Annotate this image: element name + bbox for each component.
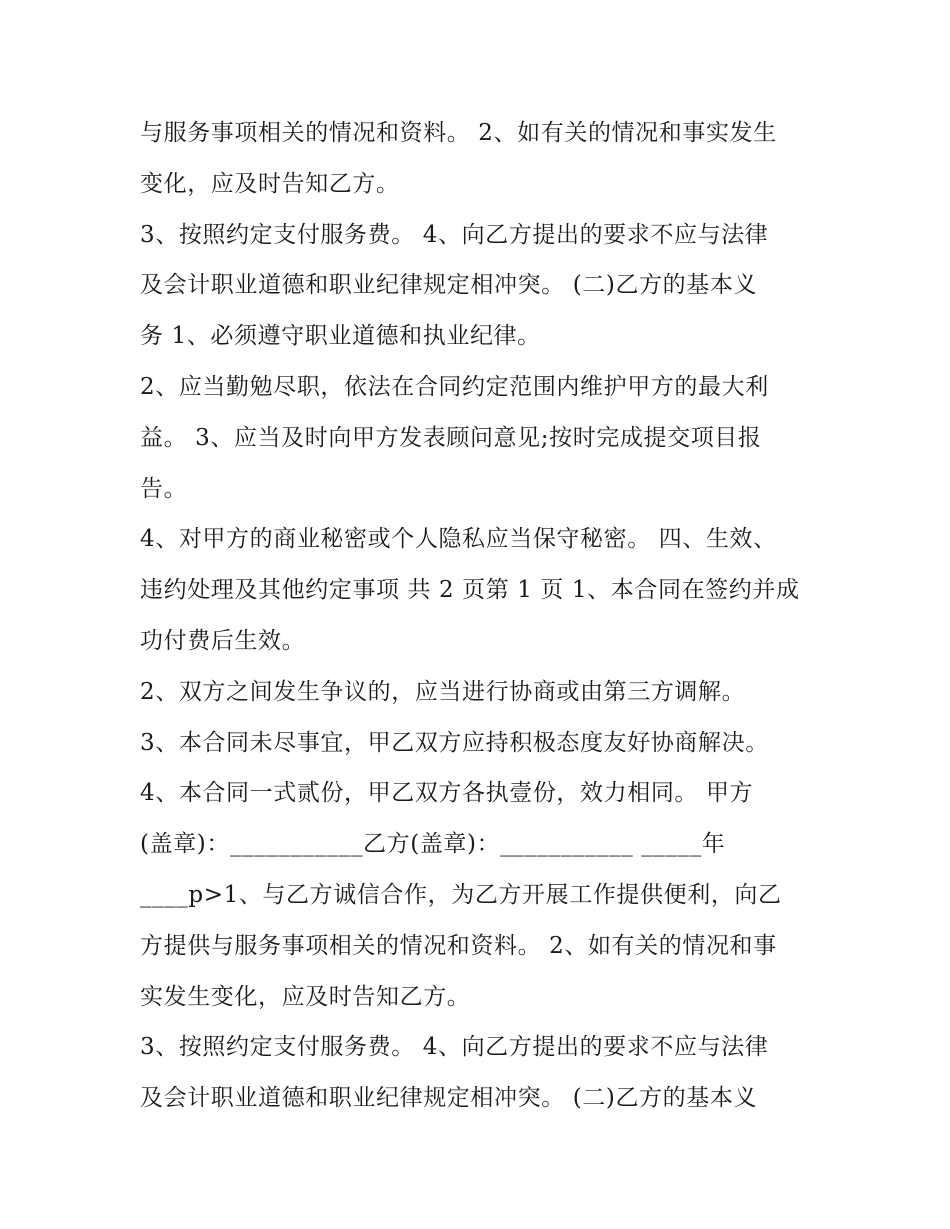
text-line: 2、双方之间发生争议的，应当进行协商或由第三方调解。	[140, 678, 746, 705]
text-line: 务 1、必须遵守职业道德和执业纪律。	[140, 323, 541, 350]
text-line: 益。 3、应当及时向甲方发表顾问意见;按时完成提交项目报	[140, 424, 762, 451]
text-line: 变化，应及时告知乙方。	[140, 170, 400, 197]
text-line: 3、按照约定支付服务费。 4、向乙方提出的要求不应与法律	[140, 221, 769, 248]
document-body	[140, 108, 820, 1124]
text-line: (盖章)：___________乙方(盖章)：___________ _____年	[140, 831, 726, 858]
text-line: 方提供与服务事项相关的情况和资料。 2、如有关的情况和事	[140, 932, 777, 959]
text-line: 实发生变化，应及时告知乙方。	[140, 983, 471, 1010]
text-line: ____p>1、与乙方诚信合作，为乙方开展工作提供便利，向乙	[140, 881, 782, 908]
text-line: 3、本合同未尽事宜，甲乙双方应持积极态度友好协商解决。	[140, 729, 769, 756]
text-line: 3、按照约定支付服务费。 4、向乙方提出的要求不应与法律	[140, 1034, 769, 1061]
text-line: 及会计职业道德和职业纪律规定相冲突。 (二)乙方的基本义	[140, 1085, 758, 1112]
text-line: 4、本合同一式贰份，甲乙双方各执壹份，效力相同。 甲方	[140, 780, 754, 807]
text-line: 2、应当勤勉尽职，依法在合同约定范围内维护甲方的最大利	[140, 373, 769, 400]
text-line: 及会计职业道德和职业纪律规定相冲突。 (二)乙方的基本义	[140, 272, 758, 299]
text-line: 与服务事项相关的情况和资料。 2、如有关的情况和事实发生	[140, 120, 777, 146]
text-line: 告。	[140, 475, 188, 502]
text-line: 功付费后生效。	[140, 627, 306, 654]
text-line: 违约处理及其他约定事项 共 2 页第 1 页 1、本合同在签约并成	[140, 577, 800, 604]
text-line: 4、对甲方的商业秘密或个人隐私应当保守秘密。 四、生效、	[140, 526, 777, 553]
